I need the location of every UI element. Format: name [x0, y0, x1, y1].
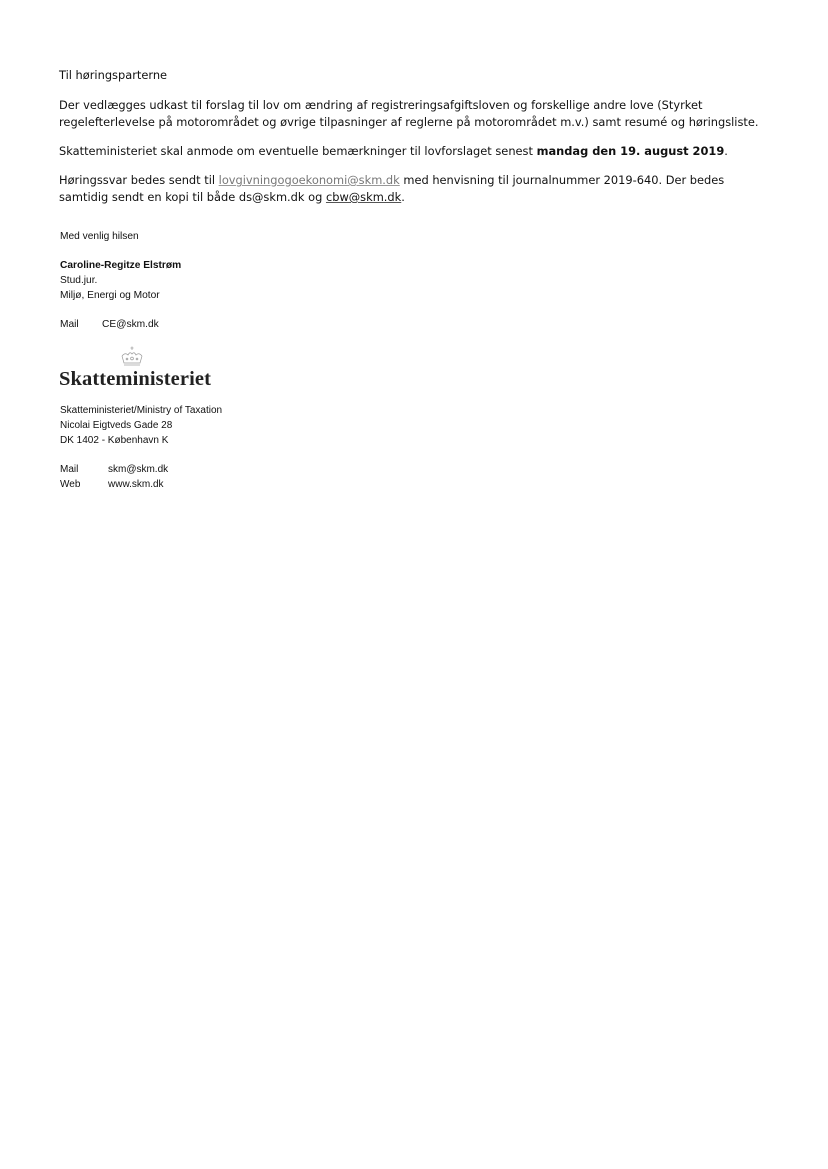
ministry-logo-text: Skatteministeriet: [59, 368, 211, 390]
contact-web-row: [60, 477, 168, 492]
copy-email-cbw[interactable]: cbw@skm.dk: [325, 190, 402, 204]
contact-block: [60, 462, 168, 492]
address-line-1: Skatteministeriet/Ministry of Taxation: [60, 405, 223, 416]
submission-email-link[interactable]: lovgivningogoekonomi@skm.dk: [218, 173, 400, 187]
contact-web-label: Web: [60, 479, 81, 490]
closing: Med venlig hilsen: [60, 231, 139, 242]
deadline-text: Skatteministeriet skal anmode om eventuelle bemærkninger til lovforslaget senest: [59, 144, 537, 158]
contact-mail-row: [60, 462, 168, 477]
submission-text: Høringssvar bedes sendt til: [59, 173, 219, 187]
letter-body: [59, 67, 771, 218]
signature-block: [60, 229, 181, 332]
signer-mail-label: Mail: [60, 319, 79, 330]
signer-title: Stud.jur.: [60, 275, 98, 286]
address-line-2: Nicolai Eigtveds Gade 28: [60, 420, 173, 431]
salutation: Til høringsparterne: [59, 68, 168, 82]
signer-department: Miljø, Energi og Motor: [60, 290, 160, 301]
signer-mail-value[interactable]: CE@skm.dk: [102, 319, 159, 330]
paragraph-intro: Der vedlægges udkast til forslag til lov om ændring af registreringsafgiftsloven og forskellige andre love (Styrket regelefterlevelse på motorområdet og øvrige tilpasninger af reglerne på motorområdet m.v.) samt resumé og høringsliste.: [59, 98, 759, 129]
deadline-end: .: [724, 144, 728, 158]
address-block: [60, 403, 222, 448]
contact-web-value[interactable]: www.skm.dk: [108, 479, 164, 490]
contact-mail-value[interactable]: skm@skm.dk: [108, 464, 169, 475]
paragraph-submission: [59, 172, 771, 206]
paragraph-deadline: [59, 143, 771, 160]
submission-text-mid: med henvisning til journalnummer 2019-640. Der bedes samtidig sendt en kopi til både: [59, 173, 725, 204]
contact-mail-label: Mail: [60, 464, 79, 475]
signer-name: Caroline-Regitze Elstrøm: [60, 260, 182, 271]
submission-and: og: [304, 190, 326, 204]
deadline-date: mandag den 19. august 2019: [536, 144, 725, 158]
address-line-3: DK 1402 - København K: [60, 435, 169, 446]
copy-email-ds[interactable]: ds@skm.dk: [238, 190, 305, 204]
submission-end: .: [401, 190, 405, 204]
signer-mail-row: [60, 317, 181, 332]
